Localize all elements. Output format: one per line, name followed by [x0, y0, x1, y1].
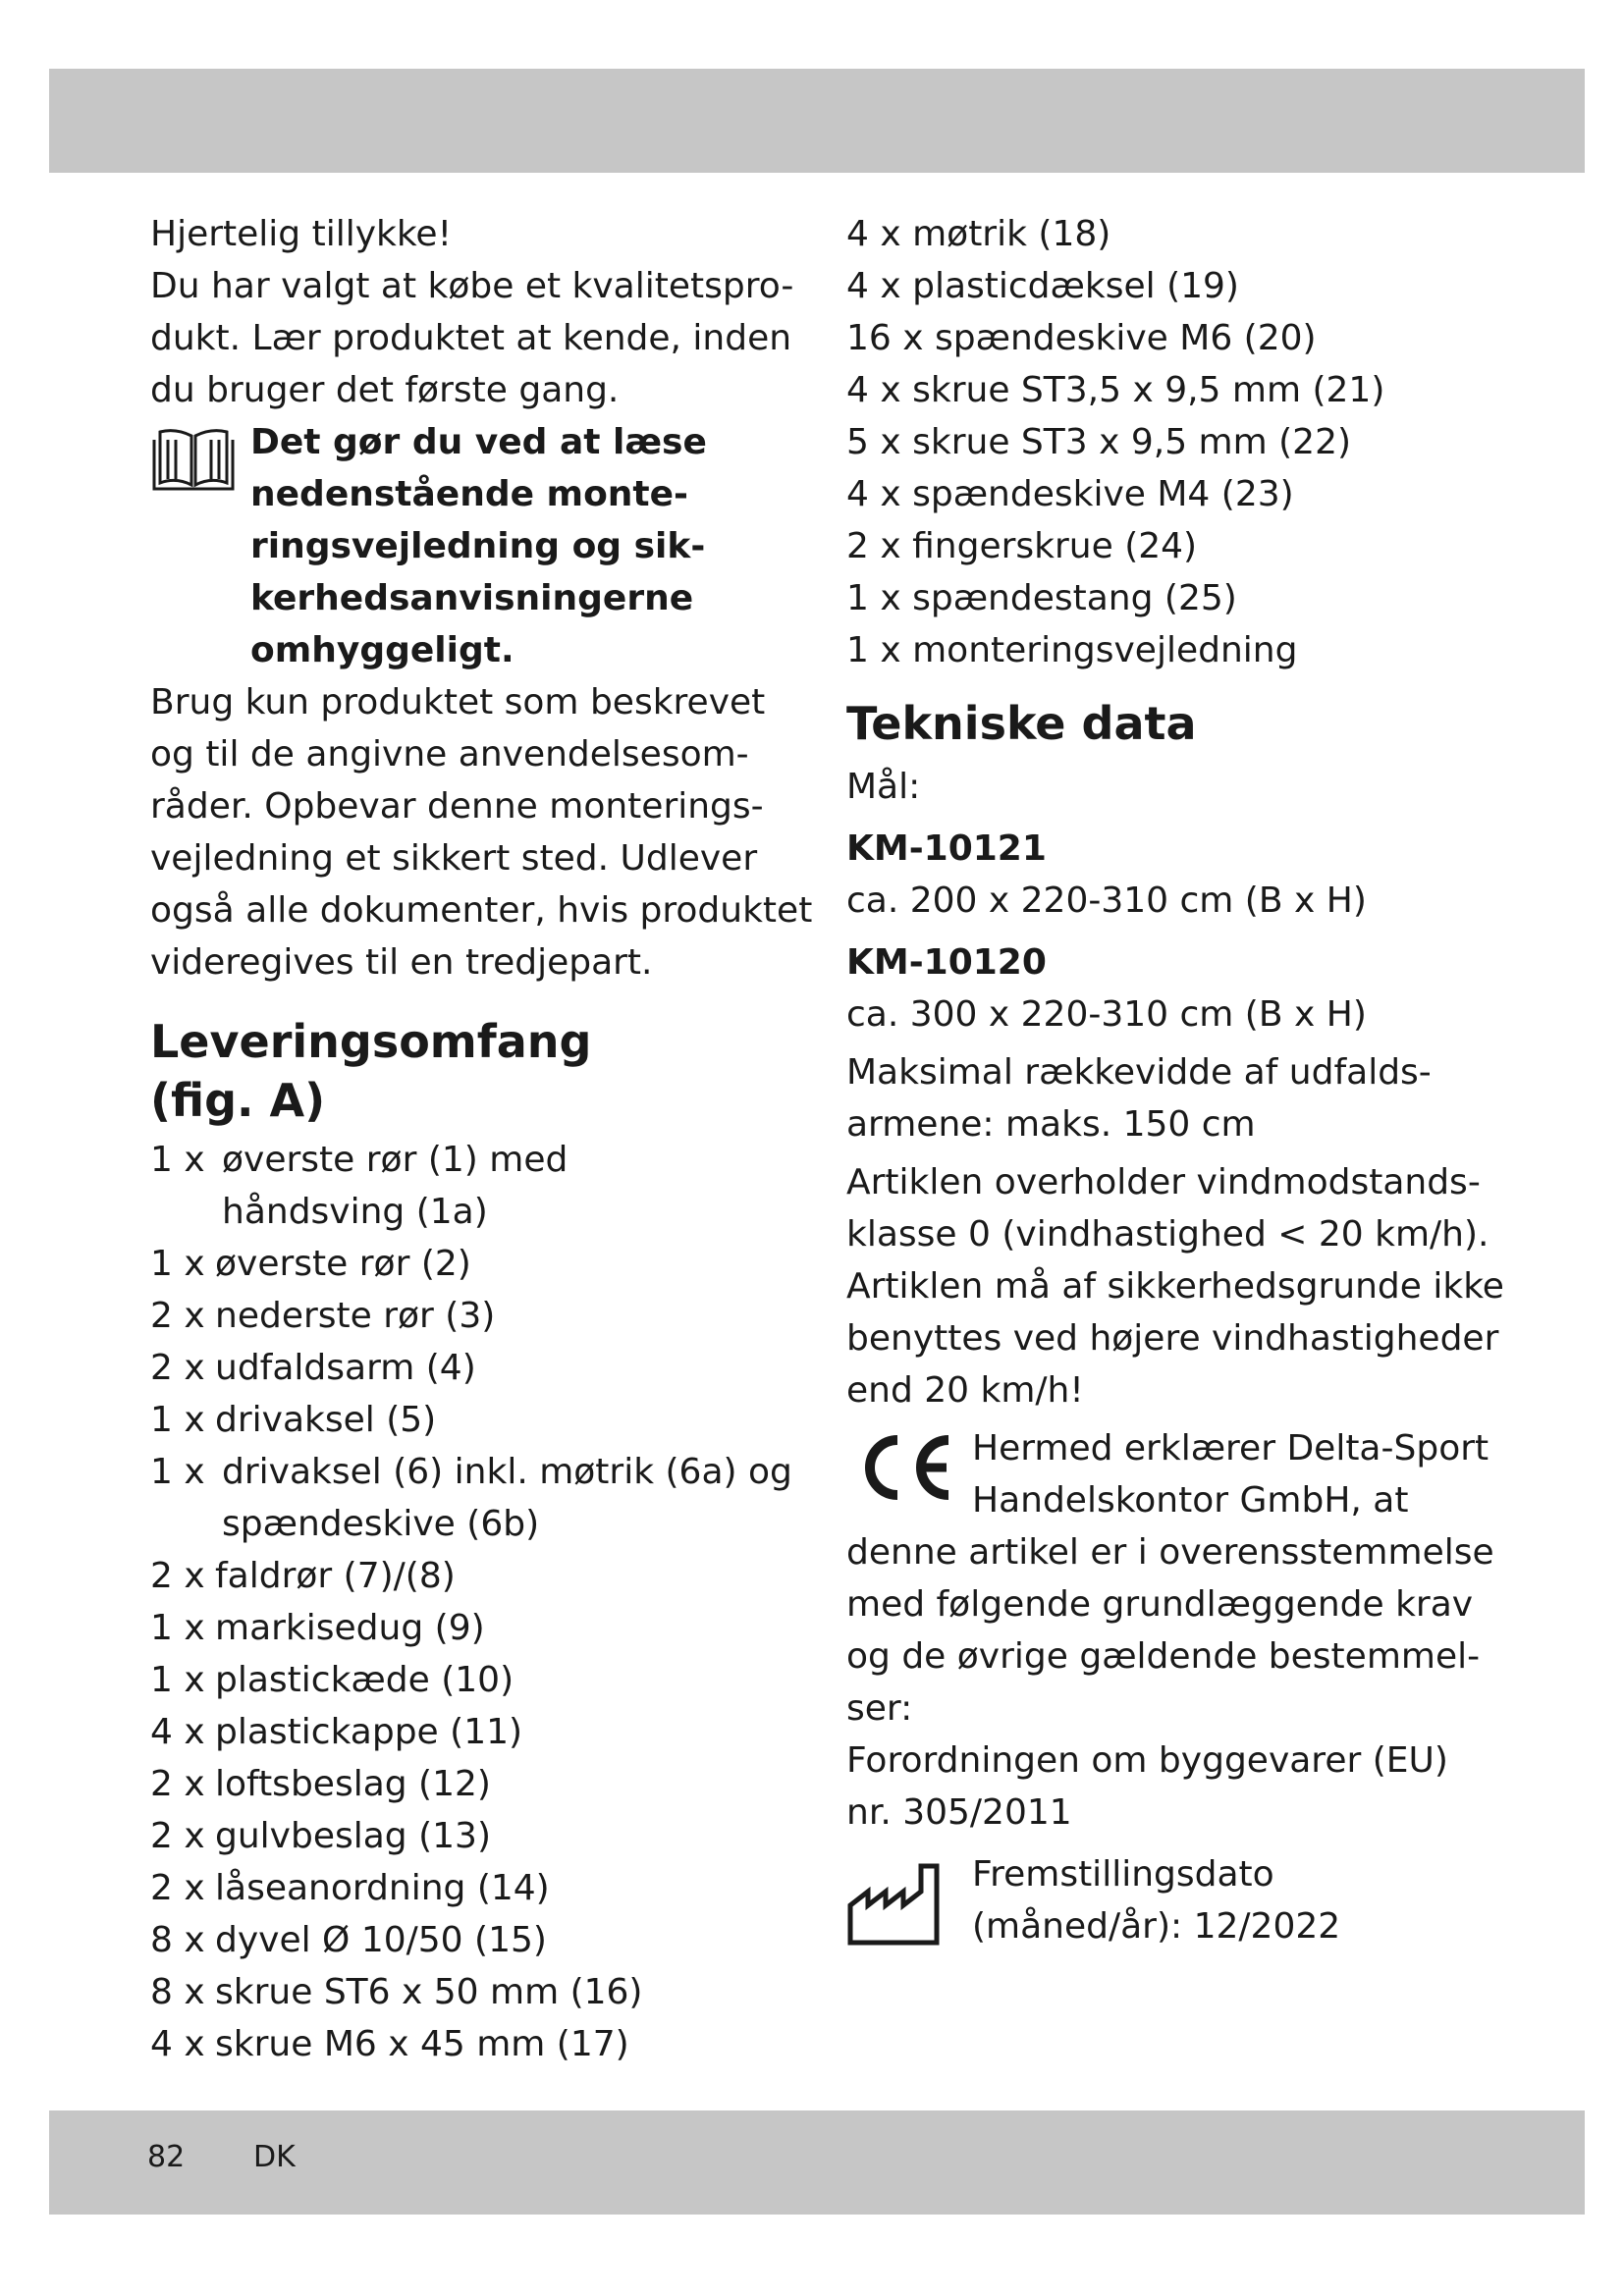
list-item	[150, 1134, 788, 1186]
list-item-continuation	[150, 1498, 788, 1550]
scope-list-continued	[846, 208, 1485, 676]
intro-line: Hjertelig tillykke!	[150, 214, 453, 254]
factory-icon	[846, 1862, 945, 1947]
item-text: håndsving (1a)	[222, 1192, 488, 1232]
list-item	[150, 1602, 788, 1654]
item-qty: 2 x	[150, 1764, 205, 1804]
notice-line: nedenstående monte-	[250, 474, 688, 514]
intro-line: du bruger det første gang.	[150, 370, 620, 410]
item-qty: 8 x	[150, 1972, 205, 2012]
usage-line: også alle dokumenter, hvis produktet	[150, 890, 813, 931]
tech-data-heading: Tekniske data	[846, 697, 1197, 750]
list-item	[150, 1550, 788, 1602]
list-item	[150, 1238, 788, 1290]
list-item: 4 x skrue ST3,5 x 9,5 mm (21)	[846, 370, 1385, 410]
scope-heading-line: Leveringsomfang	[150, 1015, 592, 1068]
list-item: 4 x spændeskive M4 (23)	[846, 474, 1294, 514]
list-item: 1 x spændestang (25)	[846, 578, 1237, 618]
ce-line: og de øvrige gældende bestemmel-	[846, 1636, 1481, 1677]
item-text: dyvel Ø 10/50 (15)	[215, 1920, 547, 1960]
model-size: ca. 200 x 220-310 cm (B x H)	[846, 881, 1367, 921]
reach-line: Maksimal rækkevidde af udfalds-	[846, 1052, 1432, 1093]
usage-line: og til de angivne anvendelsesom-	[150, 734, 749, 774]
reach-line: armene: maks. 150 cm	[846, 1104, 1256, 1145]
wind-line: benyttes ved højere vindhastigheder	[846, 1318, 1499, 1359]
list-item	[150, 1342, 788, 1394]
item-qty: 2 x	[150, 1296, 205, 1336]
list-item-continuation	[150, 1186, 788, 1238]
list-item	[150, 1706, 788, 1758]
list-item	[150, 1914, 788, 1966]
list-item	[150, 2018, 788, 2070]
dimensions-label: Mål:	[846, 767, 921, 807]
list-item	[150, 1654, 788, 1706]
usage-line: råder. Opbevar denne monterings-	[150, 786, 764, 827]
wind-line: Artiklen må af sikkerhedsgrunde ikke	[846, 1266, 1504, 1307]
notice-line: kerhedsanvisningerne	[250, 578, 694, 618]
item-qty: 2 x	[150, 1868, 205, 1908]
notice-line: ringsvejledning og sik-	[250, 526, 706, 566]
item-qty: 8 x	[150, 1920, 205, 1960]
list-item	[150, 1446, 792, 1498]
scope-heading	[150, 1012, 788, 1130]
ce-declaration	[846, 1422, 1489, 1526]
item-text: udfaldsarm (4)	[215, 1348, 476, 1388]
ce-line: ser:	[846, 1688, 913, 1729]
item-text: markisedug (9)	[215, 1608, 485, 1648]
list-item: 1 x monteringsvejledning	[846, 630, 1298, 670]
right-column	[846, 208, 1504, 1952]
usage-line: videregives til en tredjepart.	[150, 942, 653, 983]
model-size: ca. 300 x 220-310 cm (B x H)	[846, 994, 1367, 1035]
list-item: 4 x plasticdæksel (19)	[846, 266, 1239, 306]
item-text: drivaksel (6) inkl. møtrik (6a) og	[222, 1452, 792, 1492]
manufacture-date	[846, 1848, 1485, 1952]
item-qty: 1 x	[150, 1400, 205, 1440]
item-text: plastickæde (10)	[215, 1660, 514, 1700]
item-qty: 1 x	[150, 1608, 205, 1648]
usage-line: vejledning et sikkert sted. Udlever	[150, 838, 758, 879]
ce-mark-icon	[848, 1430, 956, 1505]
wind-line: end 20 km/h!	[846, 1370, 1084, 1411]
item-qty: 1 x	[150, 1140, 205, 1180]
item-qty: 1 x	[150, 1660, 205, 1700]
item-qty: 4 x	[150, 2024, 205, 2064]
model-number: KM-10121	[846, 828, 1047, 869]
item-qty: 2 x	[150, 1816, 205, 1856]
ce-line: med følgende grundlæggende krav	[846, 1584, 1474, 1625]
read-manual-notice	[150, 416, 788, 676]
usage-line: Brug kun produktet som beskrevet	[150, 682, 766, 722]
item-text: gulvbeslag (13)	[215, 1816, 491, 1856]
item-text: drivaksel (5)	[215, 1400, 437, 1440]
item-text: øverste rør (1) med	[222, 1140, 568, 1180]
intro-line: dukt. Lær produktet at kende, inden	[150, 318, 792, 358]
intro-line: Du har valgt at købe et kvalitetspro-	[150, 266, 794, 306]
item-qty: 1 x	[150, 1452, 205, 1492]
page-number: 82	[147, 2140, 186, 2174]
list-item	[150, 1758, 788, 1810]
manufacture-line: (måned/år): 12/2022	[972, 1906, 1341, 1947]
item-text: nederste rør (3)	[215, 1296, 496, 1336]
model-number: KM-10120	[846, 942, 1047, 983]
language-code: DK	[253, 2140, 296, 2174]
reach-paragraph	[846, 1046, 1485, 1150]
notice-line: omhyggeligt.	[250, 630, 514, 670]
item-qty: 2 x	[150, 1348, 205, 1388]
header-bar	[49, 69, 1585, 173]
list-item: 4 x møtrik (18)	[846, 214, 1111, 254]
book-icon	[150, 426, 237, 497]
item-qty: 2 x	[150, 1556, 205, 1596]
scope-list	[150, 1134, 792, 2070]
item-text: plastickappe (11)	[215, 1712, 523, 1752]
list-item	[150, 1966, 788, 2018]
regulation-line: nr. 305/2011	[846, 1792, 1072, 1833]
list-item	[150, 1290, 788, 1342]
list-item: 5 x skrue ST3 x 9,5 mm (22)	[846, 422, 1352, 462]
item-qty: 4 x	[150, 1712, 205, 1752]
regulation-line: Forordningen om byggevarer (EU)	[846, 1740, 1448, 1781]
list-item	[150, 1862, 788, 1914]
wind-line: Artiklen overholder vindmodstands-	[846, 1162, 1481, 1202]
notice-line: Det gør du ved at læse	[250, 422, 707, 462]
scope-heading-line: (fig. A)	[150, 1074, 326, 1127]
wind-paragraph	[846, 1156, 1504, 1416]
list-item	[150, 1394, 788, 1446]
ce-line: Hermed erklærer Delta-Sport	[972, 1428, 1489, 1468]
item-text: spændeskive (6b)	[222, 1504, 540, 1544]
list-item: 16 x spændeskive M6 (20)	[846, 318, 1317, 358]
item-text: faldrør (7)/(8)	[215, 1556, 456, 1596]
list-item: 2 x fingerskrue (24)	[846, 526, 1198, 566]
item-text: skrue ST6 x 50 mm (16)	[215, 1972, 643, 2012]
ce-line: Handelskontor GmbH, at	[972, 1480, 1409, 1521]
item-qty: 1 x	[150, 1244, 205, 1284]
item-text: loftsbeslag (12)	[215, 1764, 491, 1804]
item-text: øverste rør (2)	[215, 1244, 471, 1284]
wind-line: klasse 0 (vindhastighed < 20 km/h).	[846, 1214, 1489, 1255]
list-item	[150, 1810, 788, 1862]
item-text: skrue M6 x 45 mm (17)	[215, 2024, 629, 2064]
manufacture-line: Fremstillingsdato	[972, 1854, 1274, 1895]
left-column	[150, 208, 813, 2070]
ce-line: denne artikel er i overensstemmelse	[846, 1532, 1494, 1573]
item-text: låseanordning (14)	[215, 1868, 550, 1908]
